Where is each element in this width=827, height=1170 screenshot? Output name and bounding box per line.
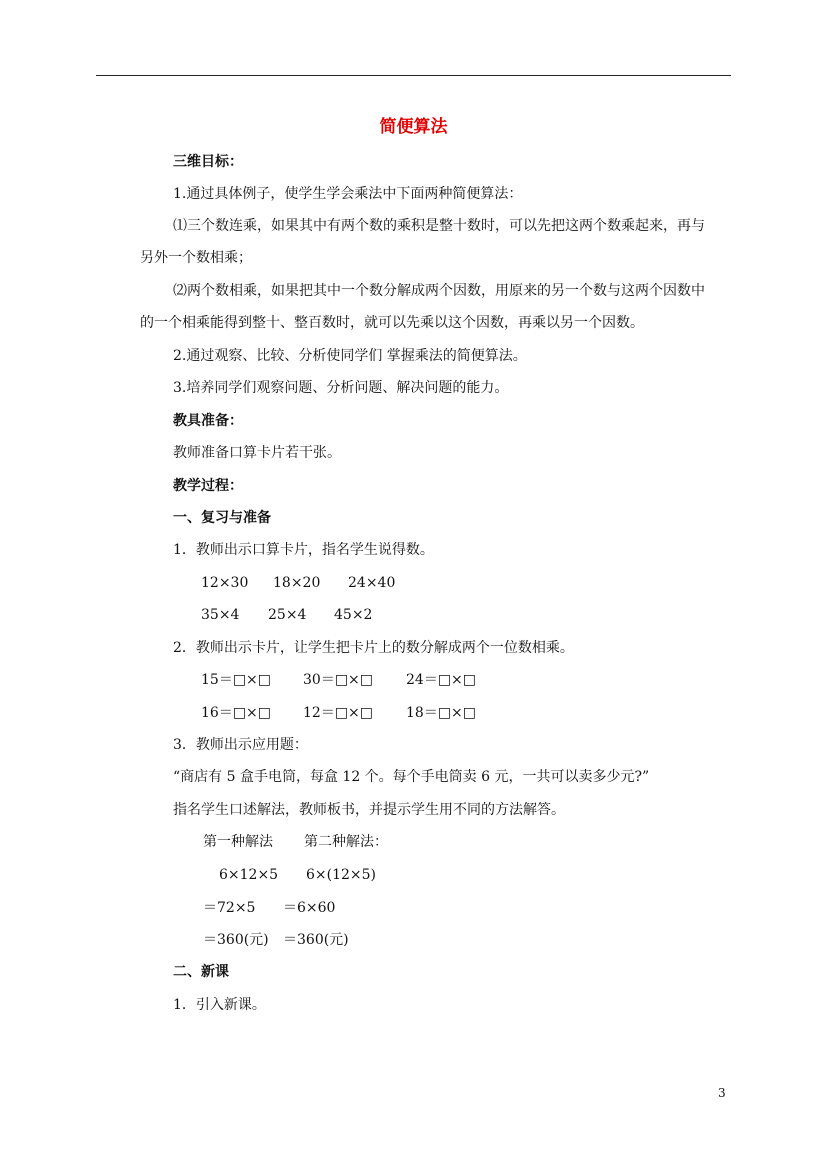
new-lesson-step-1: 1．引入新课。 <box>173 997 266 1013</box>
step-2: 2．教师出示卡片，让学生把卡片上的数分解成两个一位数相乘。 <box>173 640 574 656</box>
card-item: 18×20 <box>273 575 321 591</box>
header-rule <box>96 75 731 76</box>
method-2-step: ＝360(元) <box>283 932 349 948</box>
factor-card: 24＝□×□ <box>406 672 476 688</box>
word-problem: “商店有 5 盒手电筒，每盒 12 个。每个手电筒卖 6 元，一共可以卖多少元?” <box>173 769 650 785</box>
objective-2: 2.通过观察、比较、分析使同学们 掌握乘法的简便算法。 <box>173 348 527 364</box>
objectives-heading: 三维目标： <box>173 154 243 170</box>
method-1-step: ＝72×5 <box>203 900 256 916</box>
method-1-step: ＝360(元) <box>203 932 269 948</box>
objective-3: 3.培养同学们观察问题、分析问题、解决问题的能力。 <box>173 380 509 396</box>
card-item: 45×2 <box>334 607 373 623</box>
factor-card: 18＝□×□ <box>406 705 476 721</box>
method-1-step: 6×12×5 <box>219 867 279 883</box>
materials-text: 教师准备口算卡片若干张。 <box>173 445 341 461</box>
method-2-label: 第二种解法： <box>304 834 388 850</box>
objective-1b-line1: ⑵两个数相乘，如果把其中一个数分解成两个因数，用原来的另一个数与这两个因数中 <box>173 283 705 299</box>
objective-1a-line2: 另外一个数相乘； <box>140 250 252 266</box>
card-item: 24×40 <box>348 575 396 591</box>
step-1: 1．教师出示口算卡片，指名学生说得数。 <box>173 542 434 558</box>
section-1-heading: 一、复习与准备 <box>173 510 271 526</box>
factor-card: 15＝□×□ <box>201 672 271 688</box>
factor-card: 16＝□×□ <box>201 705 271 721</box>
method-1-label: 第一种解法 <box>203 834 273 850</box>
page-number: 3 <box>718 1086 726 1100</box>
method-2-step: ＝6×60 <box>283 900 336 916</box>
card-item: 25×4 <box>268 607 307 623</box>
objective-1b-line2: 的一个相乘能得到整十、整百数时，就可以先乘以这个因数，再乘以另一个因数。 <box>140 315 644 331</box>
objective-1a-line1: ⑴三个数连乘，如果其中有两个数的乘积是整十数时，可以先把这两个数乘起来，再与 <box>173 218 705 234</box>
objective-1: 1.通过具体例子，使学生学会乘法中下面两种简便算法： <box>173 186 523 202</box>
factor-card: 30＝□×□ <box>303 672 373 688</box>
instruction-text: 指名学生口述解法，教师板书，并提示学生用不同的方法解答。 <box>173 802 565 818</box>
section-2-heading: 二、新课 <box>173 964 229 980</box>
card-item: 35×4 <box>201 607 240 623</box>
card-item: 12×30 <box>201 575 249 591</box>
process-heading: 教学过程： <box>173 478 243 494</box>
page-title: 简便算法 <box>379 117 448 137</box>
materials-heading: 教具准备： <box>173 413 243 429</box>
step-3: 3．教师出示应用题： <box>173 737 308 753</box>
method-2-step: 6×(12×5) <box>306 867 377 883</box>
factor-card: 12＝□×□ <box>303 705 373 721</box>
